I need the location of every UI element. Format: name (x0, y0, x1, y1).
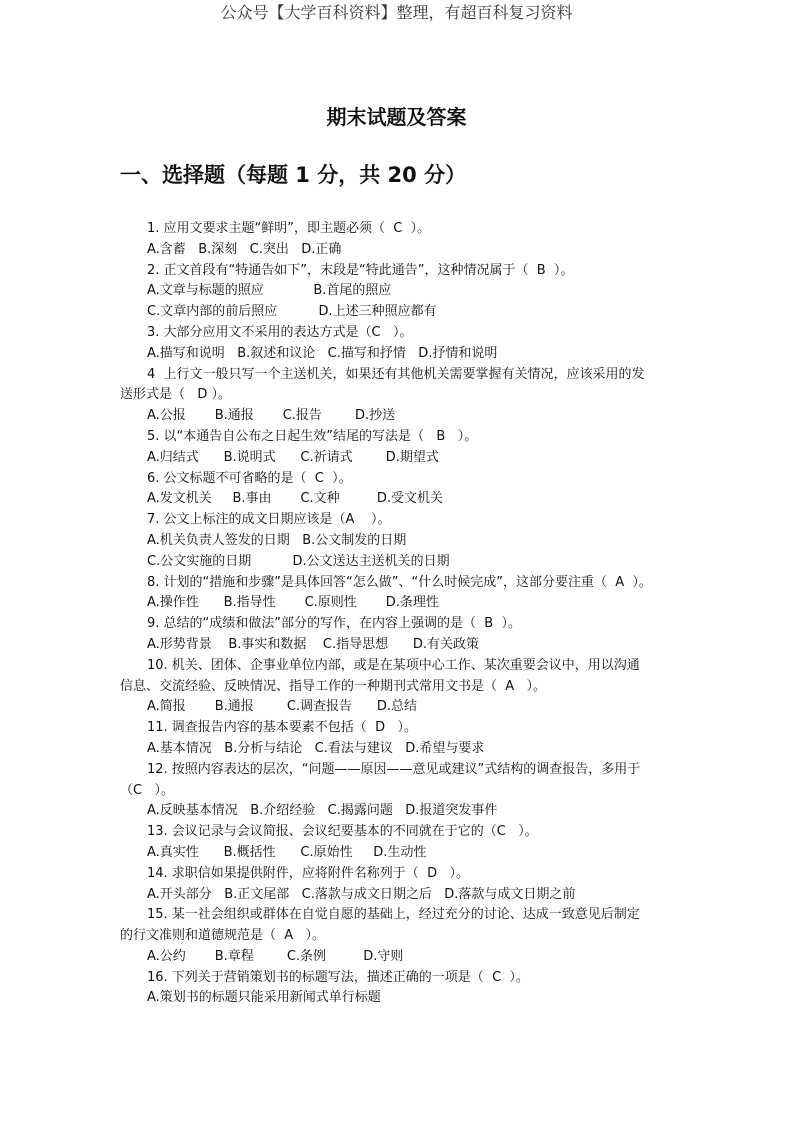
text-line: A.策划书的标题只能采用新闻式单行标题 (147, 990, 381, 1006)
text-line: 8. 计划的“措施和步骤”是具体回答“怎么做”、“什么时候完成”，这部分要注重（ A ）。 (147, 574, 652, 590)
text-line: A.公约 B.章程 C.条例 D.守则 (147, 948, 404, 964)
text-line: C.文章内部的前后照应 D.上述三种照应都有 (147, 304, 437, 320)
text-line: 的行文准则和道德规范是（ A ）。 (120, 928, 326, 944)
text-line: A.含蓄 B.深刻 C.突出 D.正确 (147, 241, 342, 257)
text-line: （C ）。 (120, 782, 174, 798)
text-line: 12. 按照内容表达的层次，“问题——原因——意见或建议”式结构的调查报告，多用于 (147, 761, 641, 777)
text-line: 信息、交流经验、反映情况、指导工作的一种期刊式常用文书是（ A ）。 (120, 678, 547, 694)
text-line: 5. 以“本通告自公布之日起生效”结尾的写法是（ B ）。 (147, 428, 478, 444)
text-line: 14. 求职信如果提供附件，应将附件名称列于（ D ）。 (147, 865, 469, 881)
text-line: A.开头部分 B.正文尾部 C.落款与成文日期之后 D.落款与成文日期之前 (147, 886, 576, 902)
text-line: 10. 机关、团体、企事业单位内部，或是在某项中心工作、某次重要会议中，用以沟通 (147, 657, 640, 673)
text-line: 3. 大部分应用文不采用的表达方式是（C ）。 (147, 324, 413, 340)
text-line: A.公报 B.通报 C.报告 D.抄送 (147, 408, 396, 424)
text-line: A.机关负责人签发的日期 B.公文制发的日期 (147, 532, 407, 548)
text-line: 13. 会议记录与会议简报、会议纪要基本的不同就在于它的（C ）。 (147, 824, 538, 840)
text-line: 7. 公文上标注的成文日期应该是（A ）。 (147, 512, 391, 528)
text-line: 送形式是（ D ）。 (120, 387, 232, 403)
text-line: 11. 调查报告内容的基本要素不包括（ D ）。 (147, 720, 417, 736)
text-line: A.真实性 B.概括性 C.原始性 D.生动性 (147, 844, 427, 860)
text-line: 15. 某一社会组织或群体在自觉自愿的基础上，经过充分的讨论、达成一致意见后制定 (147, 907, 640, 923)
text-line: 16. 下列关于营销策划书的标题写法，描述正确的一项是（ C ）。 (147, 969, 529, 985)
text-line: 9. 总结的“成绩和做法”部分的写作，在内容上强调的是（ B ）。 (147, 616, 521, 632)
text-line: A.描写和说明 B.叙述和议论 C.描写和抒情 D.抒情和说明 (147, 345, 498, 361)
text-line: A.归结式 B.说明式 C.祈请式 D.期望式 (147, 449, 439, 465)
section-heading: 一、选择题（每题 1 分，共 20 分） (120, 163, 467, 187)
question-list (120, 219, 652, 1009)
text-line: 6. 公文标题不可省略的是（ C ）。 (147, 470, 352, 486)
text-line: C.公文实施的日期 D.公文送达主送机关的日期 (147, 553, 450, 569)
text-line: 4 上行文一般只写一个主送机关，如果还有其他机关需要掌握有关情况，应该采用的发 (147, 366, 645, 382)
text-line: 1. 应用文要求主题“鲜明”，即主题必须（ C ）。 (147, 221, 431, 236)
page-header-watermark: 公众号【大学百科资料】整理，有超百科复习资料 (220, 3, 573, 22)
text-line: 2. 正文首段有“特通告如下”，末段是“特此通告”，这种情况属于（ B ）。 (147, 262, 574, 278)
text-line: A.基本情况 B.分析与结论 C.看法与建议 D.希望与要求 (147, 740, 485, 756)
text-line: A.反映基本情况 B.介绍经验 C.揭露问题 D.报道突发事件 (147, 803, 498, 819)
text-line: A.操作性 B.指导性 C.原则性 D.条理性 (147, 595, 439, 611)
document-title: 期末试题及答案 (326, 105, 467, 129)
text-line: A.文章与标题的照应 B.首尾的照应 (147, 283, 392, 299)
text-line: A.形势背景 B.事实和数据 C.指导思想 D.有关政策 (147, 636, 480, 652)
text-line: A.简报 B.通报 C.调查报告 D.总结 (147, 699, 417, 715)
text-line: A.发文机关 B.事由 C.文种 D.受文机关 (147, 491, 443, 507)
